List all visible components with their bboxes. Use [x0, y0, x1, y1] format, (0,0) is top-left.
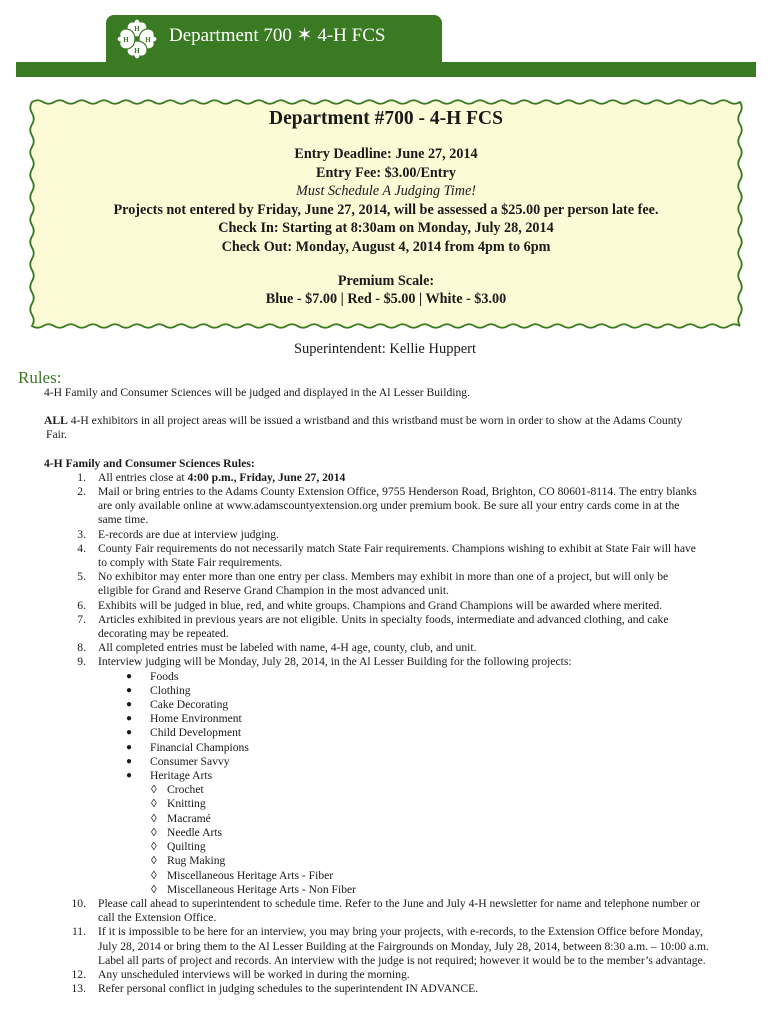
bullet-icon: ●: [126, 755, 133, 767]
diamond-icon: ◊: [151, 783, 157, 797]
rule-item: [44, 542, 756, 570]
intro-text: 4-H Family and Consumer Sciences will be judged and displayed in the Al Lesser Building.: [44, 386, 471, 399]
premium-values: Blue - $7.00 | Red - $5.00 | White - $3.00: [265, 291, 507, 308]
project-item: [44, 741, 756, 755]
late-fee-note: Projects not entered by Friday, June 27, 2014, will be assessed a $25.00 per person late fee.: [113, 201, 659, 218]
rule-text: to comply with State Fair requirements.: [98, 556, 283, 570]
rule-item: [44, 599, 756, 613]
rule-item: [44, 570, 756, 598]
projects-list: [44, 670, 756, 897]
heritage-arts-item: [148, 883, 756, 897]
heritage-arts-item: [148, 797, 756, 811]
heritage-arts-item: [148, 783, 756, 797]
diamond-icon: ◊: [151, 882, 157, 896]
rule-text: Exhibits will be judged in blue, red, and white groups. Champions and Grand Champions will be awarded where merited.: [98, 598, 663, 612]
project-item: [44, 755, 756, 769]
heritage-arts-label: Knitting: [167, 797, 206, 811]
svg-text:H: H: [134, 25, 140, 33]
rule-number: 3.: [77, 527, 86, 541]
bullet-icon: ●: [126, 713, 133, 725]
header-title: Department 700 ✶ 4-H FCS: [169, 25, 386, 46]
rule-text: If it is impossible to be here for an interview, you may bring your projects, with e-records, to the Extension Office before Monday,: [98, 925, 703, 939]
rule-text: All completed entries must be labeled with name, 4-H age, county, club, and unit.: [98, 641, 477, 655]
wristband-text-cont: Fair.: [46, 428, 67, 442]
project-item: [44, 684, 756, 698]
rule-number: 11.: [71, 925, 86, 939]
rule-text: Refer personal conflict in judging schedules to the superintendent IN ADVANCE.: [98, 982, 479, 996]
heritage-arts-label: Miscellaneous Heritage Arts - Non Fiber: [167, 882, 356, 896]
rule-number: 13.: [71, 982, 86, 996]
rule-text: Label all parts of project and records. An interview with the judge is not required; however it would be to the member’s advantage.: [98, 953, 706, 967]
rule-text: same time.: [98, 513, 149, 527]
rule-text: call the Extension Office.: [98, 911, 217, 925]
heritage-arts-item: [148, 854, 756, 868]
rule-number: 6.: [77, 598, 86, 612]
rule-number: 4.: [77, 541, 86, 555]
bullet-icon: ●: [126, 727, 133, 739]
rule-number: 8.: [77, 641, 86, 655]
project-label: Clothing: [150, 683, 191, 697]
rule-item: [44, 613, 756, 641]
check-out: Check Out: Monday, August 4, 2014 from 4pm to 6pm: [221, 238, 551, 255]
diamond-icon: ◊: [151, 797, 157, 811]
rule-number: 7.: [77, 612, 86, 626]
rule-item: [44, 641, 756, 655]
project-item: [44, 769, 756, 897]
rule-text: July 28, 2014 or bring them to the Al Lesser Building at the Fairgrounds on Monday, July 28, 2014, between 8:30 a.m. – 10:00 a.m.: [98, 939, 709, 953]
entry-fee: Entry Fee: $3.00/Entry: [316, 164, 456, 181]
project-item: [44, 726, 756, 740]
project-label: Child Development: [150, 726, 242, 740]
rule-text: Any unscheduled interviews will be worked in during the morning.: [98, 967, 410, 981]
rule-bold-text: 4:00 p.m., Friday, June 27, 2014: [187, 470, 346, 484]
rule-number: 12.: [71, 967, 86, 981]
header-bar: [16, 62, 756, 77]
rule-text: E-records are due at interview judging.: [98, 527, 279, 541]
rule-number: 9.: [77, 655, 86, 669]
bullet-icon: ●: [126, 684, 133, 696]
heritage-arts-item: [148, 869, 756, 883]
heritage-arts-item: [148, 812, 756, 826]
projects-wrapper: [44, 670, 756, 897]
diamond-icon: ◊: [151, 854, 157, 868]
wristband-text: ALL 4-H exhibitors in all project areas will be issued a wristband and this wristband must be worn in order to show at the Adams County: [44, 414, 683, 428]
heritage-arts-list: [148, 783, 756, 897]
rule-text: County Fair requirements do not necessarily match State Fair requirements. Champions wishing to exhibit at State Fair will have: [98, 541, 696, 555]
heritage-arts-label: Crochet: [167, 783, 204, 797]
rule-text: Articles exhibited in previous years are not eligible. Units in specialty foods, intermediate and advanced clothing, and cake: [98, 612, 669, 626]
rule-text: No exhibitor may enter more than one entry per class. Members may exhibit in more than one of a project, but will only be: [98, 570, 669, 584]
check-in: Check In: Starting at 8:30am on Monday, July 28, 2014: [218, 220, 554, 237]
svg-text:H: H: [145, 36, 151, 44]
rule-item: [44, 528, 756, 542]
rule-number: 5.: [77, 570, 86, 584]
heritage-arts-label: Rug Making: [167, 854, 226, 868]
project-label: Heritage Arts: [150, 769, 213, 783]
rule-number: 2.: [77, 485, 86, 499]
diamond-icon: ◊: [151, 840, 157, 854]
rules-content: [44, 386, 756, 996]
diamond-icon: ◊: [151, 868, 157, 882]
rule-text: decorating may be repeated.: [98, 627, 229, 641]
entry-deadline: Entry Deadline: June 27, 2014: [294, 146, 478, 162]
heritage-arts-label: Quilting: [167, 840, 206, 854]
diamond-icon: ◊: [151, 811, 157, 825]
judging-time-note: Must Schedule A Judging Time!: [296, 183, 476, 200]
project-label: Consumer Savvy: [150, 754, 230, 768]
rule-item: [44, 655, 756, 669]
heritage-arts-item: [148, 840, 756, 854]
project-label: Cake Decorating: [150, 698, 229, 712]
project-item: [44, 670, 756, 684]
svg-text:H: H: [134, 47, 140, 55]
project-label: Financial Champions: [150, 740, 249, 754]
rules-list: [44, 471, 756, 997]
project-label: Home Environment: [150, 712, 242, 726]
info-box: [26, 96, 746, 332]
heritage-arts-label: Needle Arts: [167, 825, 223, 839]
diamond-icon: ◊: [151, 825, 157, 839]
rule-text: Mail or bring entries to the Adams County Extension Office, 9755 Henderson Road, Brighton, CO 80601-8114. The entry blanks: [98, 485, 697, 499]
superintendent: Superintendent: Kellie Huppert: [293, 341, 476, 357]
rule-text: All entries close at: [98, 470, 188, 484]
rule-text: are only available online at www.adamscountyextension.org under premium book. Be sure all your entry cards come in at the: [98, 499, 680, 513]
bullet-icon: ●: [126, 699, 133, 711]
bullet-icon: ●: [126, 770, 133, 782]
rule-number: 10.: [71, 896, 86, 910]
4h-clover-icon: [114, 16, 160, 62]
box-title: Department #700 - 4-H FCS: [269, 108, 503, 129]
rule-item: [44, 982, 756, 996]
rule-item: [44, 485, 756, 528]
bullet-icon: ●: [126, 670, 133, 682]
heritage-arts-label: Macramé: [167, 811, 211, 825]
rule-item: [44, 471, 756, 485]
premium-title: Premium Scale:: [337, 272, 435, 289]
rule-number: 1.: [77, 470, 86, 484]
heritage-arts-item: [148, 826, 756, 840]
rule-item: [44, 968, 756, 982]
heritage-arts-label: Miscellaneous Heritage Arts - Fiber: [167, 868, 334, 882]
project-label: Foods: [150, 669, 179, 683]
bullet-icon: ●: [126, 741, 133, 753]
rule-text: Interview judging will be Monday, July 28, 2014, in the Al Lesser Building for the following projects:: [98, 655, 572, 669]
rules-heading: Rules:: [18, 368, 62, 387]
svg-text:H: H: [123, 36, 129, 44]
rule-item: [44, 925, 756, 968]
rule-text: eligible for Grand and Reserve Grand Champion in the most advanced unit.: [98, 584, 449, 598]
project-item: [44, 712, 756, 726]
rule-item: [44, 897, 756, 925]
rule-text: Please call ahead to superintendent to schedule time. Refer to the June and July 4-H newsletter for name and telephone number or: [98, 896, 701, 910]
rules-title: 4-H Family and Consumer Sciences Rules:: [44, 456, 255, 470]
project-item: [44, 698, 756, 712]
